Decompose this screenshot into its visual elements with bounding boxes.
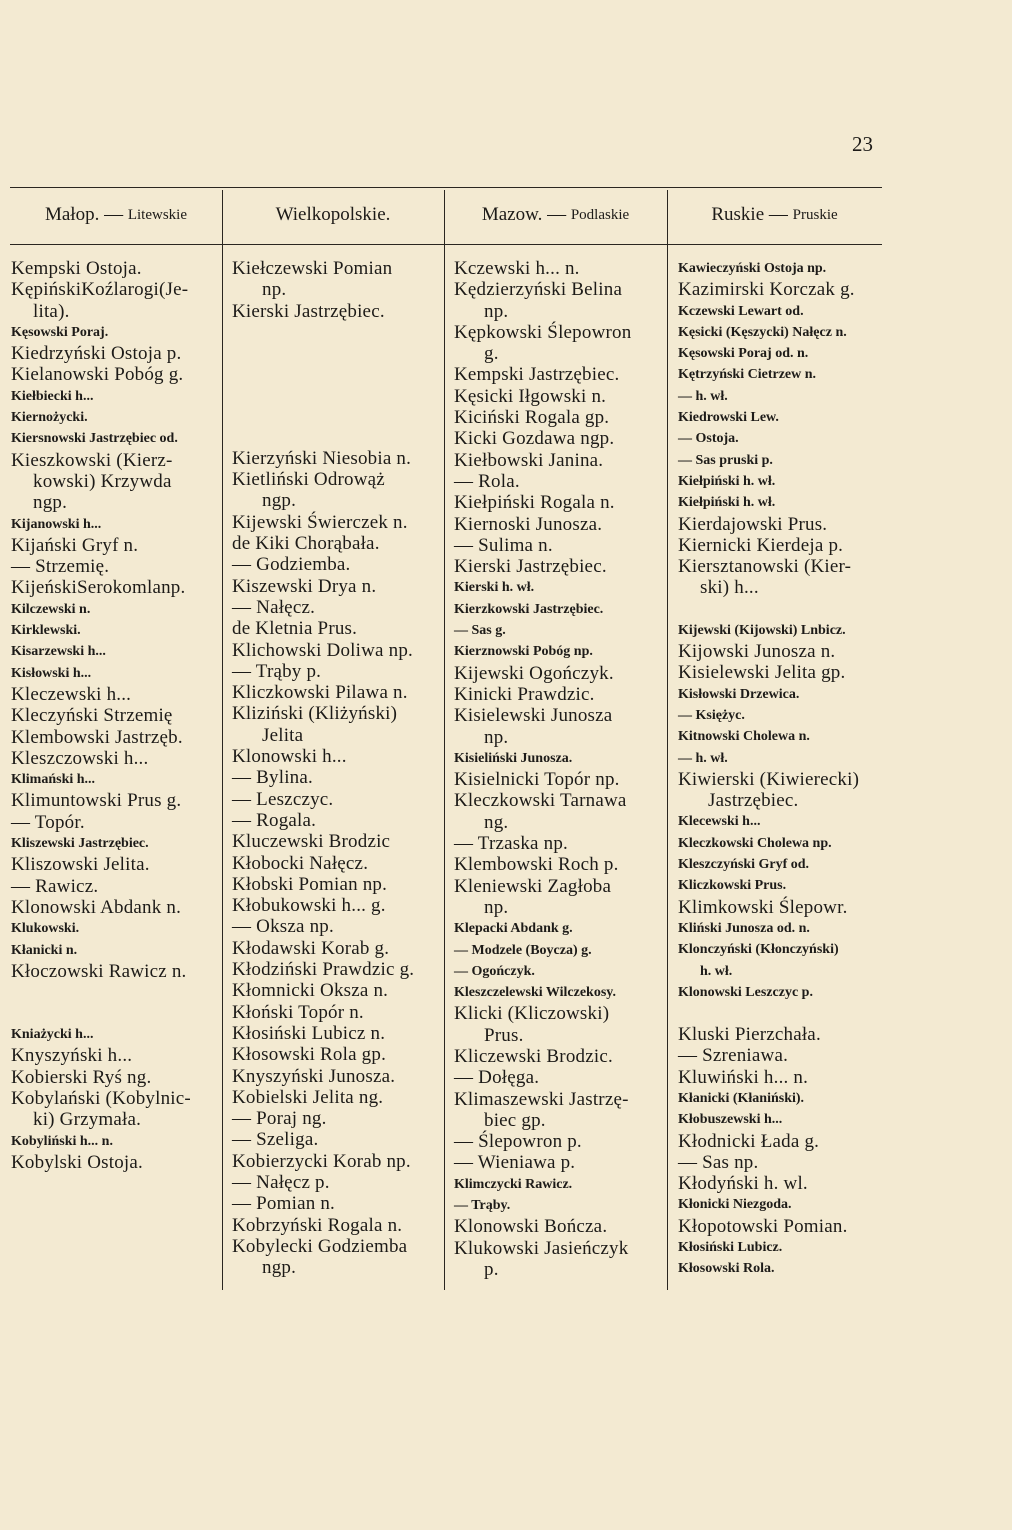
list-item: Kczewski h... n. [454, 258, 580, 279]
list-item: — h. wł. [678, 388, 728, 404]
list-item: Kierdajowski Prus. [678, 513, 828, 535]
list-item: ngp. [33, 492, 68, 514]
list-item: Kirklewski. [11, 623, 81, 639]
header-sub: Pruskie [792, 206, 838, 223]
list-item: Kiełpiński Rogala n. [454, 492, 615, 514]
list-item: Kęsowski Poraj. [11, 324, 109, 340]
list-item: Kazimirski Korczak g. [678, 279, 855, 301]
list-item: de Kiki Chorąbała. [232, 533, 380, 555]
list-item: Kijański Gryf n. [11, 534, 139, 556]
column-divider-3 [667, 190, 668, 1290]
column-gap [678, 599, 883, 620]
list-item: g. [484, 343, 499, 365]
list-item: Kisielewski Junosza [454, 705, 613, 727]
header-sub: Podlaskie [570, 206, 630, 223]
header-top-rule [10, 187, 882, 188]
list-item: KępińskiKoźlarogi(Je- [11, 279, 189, 301]
list-item: Kicki Gozdawa ngp. [454, 428, 615, 450]
list-item: Kisielewski Jelita gp. [678, 662, 846, 684]
list-item: Kobylański (Kobylnic- [11, 1087, 191, 1109]
list-item: Kisielnicki Topór np. [454, 769, 620, 791]
list-item: — Sas np. [678, 1151, 759, 1173]
list-item: Kłanicki (Kłaniński). [678, 1090, 805, 1106]
list-item: — Sulima n. [454, 534, 553, 556]
list-item: ngp. [262, 490, 297, 512]
list-item: Kiełbiecki h... [11, 388, 94, 404]
list-item: Kierski h. wł. [454, 580, 535, 596]
list-item: — Szreniawa. [678, 1045, 789, 1067]
list-item: Kiciński Rogala gp. [454, 407, 610, 429]
list-item: Kijanowski h... [11, 516, 102, 532]
list-item: Kiernicki Kierdeja p. [678, 534, 844, 556]
list-item: — Bylina. [232, 767, 313, 789]
list-item: Jelita [262, 724, 304, 746]
list-item: Kiełpiński h. wł. [678, 473, 776, 489]
list-item: Kłomnicki Oksza n. [232, 980, 389, 1002]
list-item: Kiedrzyński Ostoja p. [11, 343, 182, 365]
list-item: Kliczkowski Prus. [678, 878, 787, 894]
list-item: Kłobski Pomian np. [232, 873, 388, 895]
header-ruskie-pruskie [667, 200, 882, 230]
header-bottom-rule [10, 244, 882, 245]
list-item: Kiełczewski Pomian [232, 258, 393, 279]
list-item: Kłosiński Lubicz. [678, 1240, 783, 1256]
list-item: Kitnowski Cholewa n. [678, 729, 810, 745]
list-item: np. [484, 726, 509, 748]
list-item: Klonowski Leszczyc p. [678, 984, 813, 1000]
list-item: Kiersnowski Jastrzębiec od. [11, 431, 178, 447]
list-item: Klembowski Jastrzęb. [11, 726, 183, 748]
list-item: Knyszyński Junosza. [232, 1065, 396, 1087]
list-item: de Kletnia Prus. [232, 618, 358, 640]
list-item: Kisieliński Junosza. [454, 750, 573, 766]
list-item: biec gp. [484, 1109, 546, 1131]
list-item: Kłodziński Prawdzic g. [232, 959, 415, 981]
list-item: Klonowski Abdank n. [11, 896, 182, 918]
list-item: — Trąby. [454, 1198, 511, 1214]
header-wielkopolskie [222, 200, 444, 230]
list-item: Kierski Jastrzębiec. [232, 300, 385, 322]
list-item: Kłodyński h. wl. [678, 1173, 808, 1195]
list-item: Kleszczyński Gryf od. [678, 857, 810, 873]
list-item: Kilczewski n. [11, 601, 91, 617]
list-item: ki) Grzymała. [33, 1109, 142, 1131]
list-item: Klimkowski Ślepowr. [678, 896, 848, 918]
list-item: Kempski Jastrzębiec. [454, 364, 620, 386]
list-item: Kobierski Ryś ng. [11, 1066, 152, 1088]
list-item: — Rawicz. [11, 875, 99, 897]
list-item: Kleszczowski h... [11, 747, 149, 769]
list-item: Klecewski h... [678, 814, 761, 830]
list-item: ng. [484, 811, 509, 833]
column-mazow-podlaskie [454, 258, 666, 1280]
list-item: Kobylski Ostoja. [11, 1151, 143, 1173]
list-item: — Sas pruski p. [678, 452, 773, 468]
list-item: Kiernożycki. [11, 410, 88, 426]
list-item: Kłobukowski h... g. [232, 895, 386, 917]
list-item: Kierzkowski Jastrzębiec. [454, 601, 604, 617]
list-item: Kiedrowski Lew. [678, 410, 779, 426]
list-item: Kiersztanowski (Kier- [678, 556, 852, 578]
column-divider-1 [222, 190, 223, 1290]
list-item: KijeńskiSerokomlanp. [11, 577, 186, 599]
list-item: Kobierzycki Korab np. [232, 1150, 411, 1172]
list-item: Klonowski h... [232, 746, 347, 768]
list-item: Kętrzyński Cietrzew n. [678, 367, 817, 383]
header-dash: — [768, 204, 788, 225]
header-main: Mazow. [481, 204, 543, 225]
list-item: Kiełbowski Janina. [454, 449, 604, 471]
list-item: Kierski Jastrzębiec. [454, 556, 607, 578]
column-divider-2 [444, 190, 445, 1290]
list-item: Kęsowski Poraj od. n. [678, 346, 809, 362]
list-item: — Nałęcz. [232, 596, 316, 618]
list-item: Kobielski Jelita ng. [232, 1086, 384, 1108]
list-item: Kierzyński Niesobia n. [232, 447, 412, 469]
column-wielkopolskie [232, 258, 442, 1278]
list-item: ngp. [262, 1257, 297, 1279]
list-item: Kłonicki Niezgoda. [678, 1197, 792, 1213]
list-item: Kluwiński h... n. [678, 1066, 809, 1088]
list-item: — Rola. [454, 470, 520, 492]
column-gap [232, 406, 442, 448]
list-item: — Ostoja. [678, 431, 739, 447]
header-main: Wielkopolskie. [275, 204, 391, 225]
list-item: Kiernoski Junosza. [454, 513, 603, 535]
list-item: — Księżyc. [678, 707, 745, 723]
list-item: Kobyliński h... n. [11, 1133, 113, 1149]
column-ruskie-pruskie [678, 258, 883, 1280]
column-gap [232, 364, 442, 406]
list-item: Jastrzębiec. [708, 790, 799, 812]
list-item: — h. wł. [678, 750, 728, 766]
header-sub: Litewskie [127, 206, 187, 223]
header-malop-litewskie [10, 200, 222, 230]
list-item: Klepacki Abdank g. [454, 921, 573, 937]
list-item: Klonczyński (Kłonczyński) [678, 942, 839, 958]
list-item: — Poraj ng. [232, 1108, 327, 1130]
column-gap [678, 1003, 883, 1024]
list-item: Kleszczelewski Wilczekosy. [454, 985, 617, 1001]
page-number: 23 [852, 132, 873, 156]
list-item: Kijowski Junosza n. [678, 641, 836, 663]
header-dash: — [104, 204, 124, 225]
list-item: Kluski Pierzchała. [678, 1024, 821, 1046]
list-item: Kliczkowski Pilawa n. [232, 682, 408, 704]
list-item: — Trzaska np. [454, 833, 568, 855]
list-item: Kępkowski Ślepowron [454, 321, 632, 343]
list-item: Kijewski Ogończyk. [454, 662, 614, 684]
header-main: Małop. [44, 204, 100, 225]
list-item: — Dołęga. [454, 1067, 540, 1089]
list-item: ski) h... [700, 577, 759, 599]
list-item: Klembowski Roch p. [454, 854, 619, 876]
list-item: — Sas g. [454, 623, 506, 639]
list-item: Kielanowski Pobóg g. [11, 364, 184, 386]
list-item: — Oksza np. [232, 916, 334, 938]
list-item: Kleczkowski Tarnawa [454, 790, 627, 812]
list-item: Kinicki Prawdzic. [454, 683, 595, 705]
list-item: Kieszkowski (Kierz- [11, 449, 173, 471]
list-item: — Topór. [11, 811, 85, 833]
list-item: Kisłowski h... [11, 665, 92, 681]
list-item: — Modzele (Boycza) g. [454, 942, 592, 958]
list-item: Kliziński (Kliżyński) [232, 703, 398, 725]
list-item: h. wł. [700, 963, 733, 979]
list-item: Kłoczowski Rawicz n. [11, 960, 187, 982]
list-item: Klimaszewski Jastrzę- [454, 1088, 629, 1110]
list-item: — Strzemię. [11, 556, 110, 578]
list-item: Kliszowski Jelita. [11, 854, 150, 876]
list-item: Kliszewski Jastrzębiec. [11, 836, 149, 852]
list-item: Klonowski Bończa. [454, 1216, 608, 1238]
list-item: Knyszyński h... [11, 1045, 133, 1067]
header-dash: — [547, 204, 567, 225]
list-item: Kiwierski (Kiwierecki) [678, 768, 860, 790]
list-item: Kobrzyński Rogala n. [232, 1214, 403, 1236]
list-item: Klukowski. [11, 921, 80, 937]
list-item: Klimański h... [11, 772, 96, 788]
header-main: Ruskie [711, 204, 765, 225]
list-item: Kłosowski Rola gp. [232, 1044, 387, 1066]
list-item: Kłoński Topór n. [232, 1001, 364, 1023]
list-item: Kłodawski Korab g. [232, 937, 390, 959]
list-item: lita). [33, 300, 70, 322]
list-item: Kłodnicki Łada g. [678, 1130, 820, 1152]
list-item: p. [484, 1258, 499, 1280]
list-item: Kleczkowski Cholewa np. [678, 835, 832, 851]
list-item: Kłopotowski Pomian. [678, 1215, 848, 1237]
list-item: — Nałęcz p. [232, 1171, 330, 1193]
list-item: Kęsicki Iłgowski n. [454, 385, 607, 407]
list-item: Kiszewski Drya n. [232, 575, 377, 597]
list-item: Kobylecki Godziemba [232, 1235, 408, 1257]
list-item: Kłanicki n. [11, 942, 78, 958]
list-item: — Szeliga. [232, 1129, 319, 1151]
list-item: Kempski Ostoja. [11, 258, 142, 279]
list-item: Kleniewski Zagłoba [454, 875, 612, 897]
list-item: Klimuntowski Prus g. [11, 790, 182, 812]
list-item: Kniażycki h... [11, 1027, 94, 1043]
list-item: Kliński Junosza od. n. [678, 920, 810, 936]
list-item: — Wieniawa p. [454, 1152, 576, 1174]
list-item: Kiełpiński h. wł. [678, 495, 776, 511]
list-item: Kierznowski Pobóg np. [454, 644, 593, 660]
list-item: Kłobuszewski h... [678, 1112, 783, 1128]
list-item: Kędzierzyński Belina [454, 279, 623, 301]
header-mazow-podlaskie [444, 200, 667, 230]
list-item: Kisarzewski h... [11, 644, 106, 660]
list-item: Kleczyński Strzemię [11, 705, 173, 727]
list-item: Kłosowski Rola. [678, 1261, 775, 1277]
list-item: Kliczewski Brodzic. [454, 1045, 613, 1067]
column-gap [232, 322, 442, 364]
list-item: Kleczewski h... [11, 683, 132, 705]
list-item: Kłobocki Nałęcz. [232, 852, 369, 874]
column-malop-litewskie [11, 258, 221, 1173]
list-item: — Rogala. [232, 809, 317, 831]
list-item: np. [484, 300, 509, 322]
list-item: Klicki (Kliczowski) [454, 1003, 610, 1025]
list-item: — Trąby p. [232, 660, 322, 682]
list-item: — Leszczyc. [232, 788, 334, 810]
list-item: Klukowski Jasieńczyk [454, 1237, 629, 1259]
list-item: kowski) Krzywda [33, 470, 172, 492]
list-item: Kawieczyński Ostoja np. [678, 261, 827, 276]
list-item: Kijewski (Kijowski) Lnbicz. [678, 622, 846, 638]
list-item: Kisłowski Drzewica. [678, 686, 800, 702]
list-item: — Ogończyk. [454, 963, 535, 979]
list-item: np. [484, 896, 509, 918]
list-item: Kijewski Świerczek n. [232, 511, 408, 533]
list-item: Klichowski Doliwa np. [232, 639, 413, 661]
list-item: — Pomian n. [232, 1193, 336, 1215]
list-item: Prus. [484, 1024, 524, 1046]
list-item: Kietliński Odrowąż [232, 469, 385, 491]
list-item: Klimczycki Rawicz. [454, 1176, 573, 1192]
list-item: Kczewski Lewart od. [678, 303, 804, 319]
list-item: — Godziemba. [232, 554, 351, 576]
column-gap [11, 982, 221, 1024]
list-item: Kluczewski Brodzic [232, 831, 391, 853]
list-item: — Ślepowron p. [454, 1131, 582, 1153]
list-item: Kłosiński Lubicz n. [232, 1022, 386, 1044]
list-item: np. [262, 279, 287, 301]
list-item: Kęsicki (Kęszycki) Nałęcz n. [678, 324, 847, 340]
